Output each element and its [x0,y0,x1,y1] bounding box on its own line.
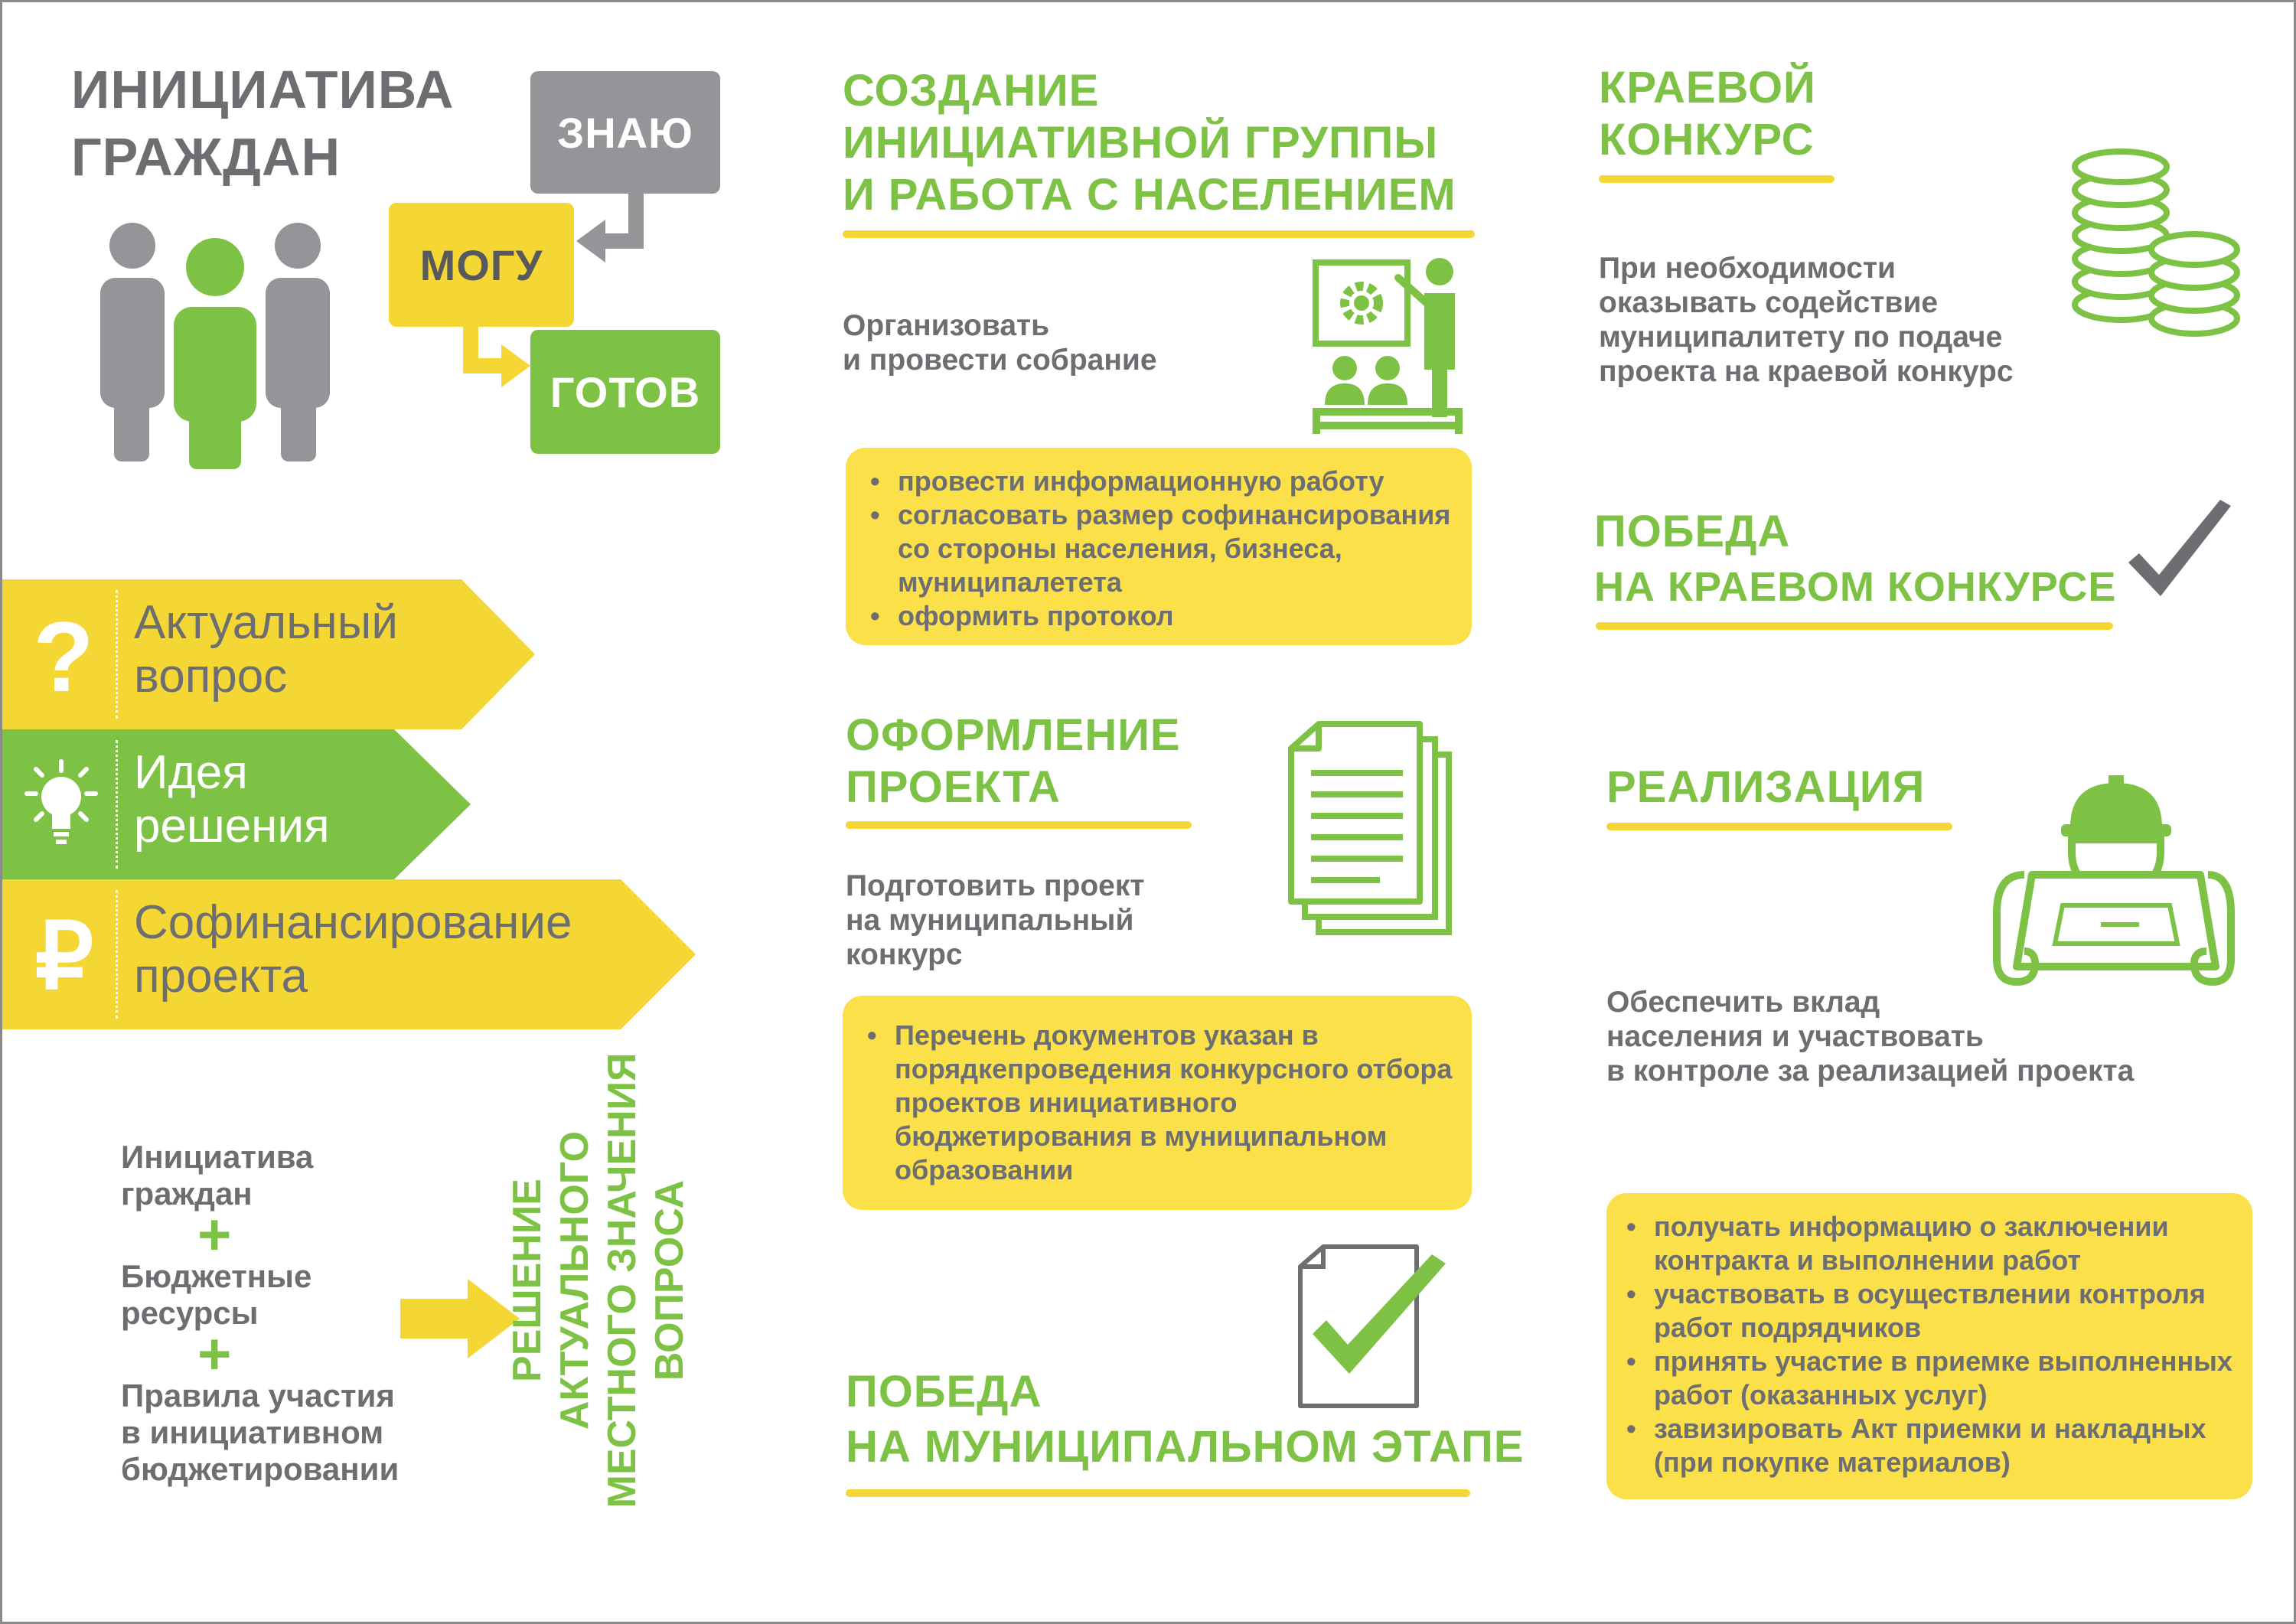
list-item: • Перечень документов указан в порядкепроведения конкурсного отбора проектов инициативного бюджетирования в муниципальном образовании [861,1019,1456,1187]
citizens-group-icon [93,217,338,469]
question-mark-icon [33,607,94,702]
realization-heading: РЕАЛИЗАЦИЯ [1606,762,1926,812]
svg-text:₽: ₽ [34,911,94,997]
builder-blueprint-icon [1986,760,2239,997]
list-item: • получать информацию о заключении контракта и выполнении работ [1620,1210,2240,1277]
step-divider [116,890,118,1019]
coins-icon [2069,144,2245,343]
equation-participation-rules: Правила участия в инициативном бюджетировании [121,1378,400,1487]
word-ready: ГОТОВ [550,367,701,416]
group-subtitle: Организовать и провести собрание [843,309,1157,377]
equation-budget-resources: Бюджетные ресурсы [121,1258,312,1331]
word-ready-box [530,330,720,454]
word-can-box [389,203,574,327]
ruble-icon [30,911,99,997]
heading-underline [1606,823,1952,830]
svg-text:?: ? [33,607,94,702]
word-can: МОГУ [419,240,543,289]
list-item: • провести информационную работу [864,465,1456,498]
list-item: • принять участие в приемке выполненных работ (оказанных услуг) [1620,1345,2240,1412]
heading-underline [1599,175,1835,183]
realization-subtitle: Обеспечить вклад населения и участвовать в контроле за реализацией проекта [1606,986,2135,1088]
step-cofinancing-label: Софинансирование проекта [134,896,572,1003]
regional-contest-subtitle: При необходимости оказывать содействие муниципалитету по подаче проекта на краевой конкурс [1599,252,2014,388]
checkmark-icon [2122,500,2237,607]
plus-sign: + [197,1322,232,1387]
heading-underline [1596,622,2113,630]
arrow-can-to-ready-icon [454,320,538,404]
step-divider [116,590,118,719]
step-solution-idea-label: Идея решения [134,746,330,853]
realization-tasks-list [1620,1210,2240,1479]
regional-victory-heading: ПОБЕДА НА КРАЕВОМ КОНКУРСЕ [1594,507,2117,610]
list-item: • оформить протокол [864,599,1456,633]
meeting-presenter-icon [1308,255,1469,439]
project-subtitle: Подготовить проект на муниципальный конкурс [846,869,1145,971]
arrow-know-to-can-icon [569,186,660,270]
step-actual-question [2,579,538,729]
word-know: ЗНАЮ [557,108,693,157]
group-tasks-box [846,448,1472,645]
group-tasks-list [864,465,1456,633]
heading-underline [846,1489,1470,1497]
list-item: • участвовать в осуществлении контроля работ подрядчиков [1620,1277,2240,1345]
regional-contest-heading: КРАЕВОЙ КОНКУРС [1599,63,1816,165]
project-documents-list [861,1019,1456,1187]
documents-icon [1280,718,1456,940]
main-title-line2: ГРАЖДАН [71,127,341,187]
group-heading: СОЗДАНИЕ ИНИЦИАТИВНОЙ ГРУППЫ И РАБОТА С НАСЕЛЕНИЕМ [843,66,1456,220]
list-item: • завизировать Акт приемки и накладных (при покупке материалов) [1620,1412,2240,1479]
heading-underline [846,821,1192,829]
list-item: • согласовать размер софинансирования со стороны населения, бизнеса, муниципалетета [864,498,1456,599]
plus-sign: + [197,1202,232,1267]
word-know-box [530,71,720,194]
result-vertical-text: РЕШЕНИЕ АКТУАЛЬНОГО МЕСТНОГО ЗНАЧЕНИЯ ВОПРОСА [505,1052,692,1508]
main-title-line1: ИНИЦИАТИВА [71,60,455,119]
main-title [71,56,454,191]
project-heading: ОФОРМЛЕНИЕ ПРОЕКТА [846,710,1181,812]
realization-tasks-box [1606,1193,2252,1499]
lightbulb-icon [19,758,103,850]
step-divider [116,740,118,869]
step-actual-question-label: Актуальный вопрос [134,596,398,703]
heading-underline [843,230,1475,238]
project-documents-box [843,996,1472,1210]
equation-citizens-initiative: Инициатива граждан [121,1139,314,1211]
step-solution-idea [2,729,477,879]
municipal-victory-heading: ПОБЕДА НА МУНИЦИПАЛЬНОМ ЭТАПЕ [846,1367,1525,1472]
